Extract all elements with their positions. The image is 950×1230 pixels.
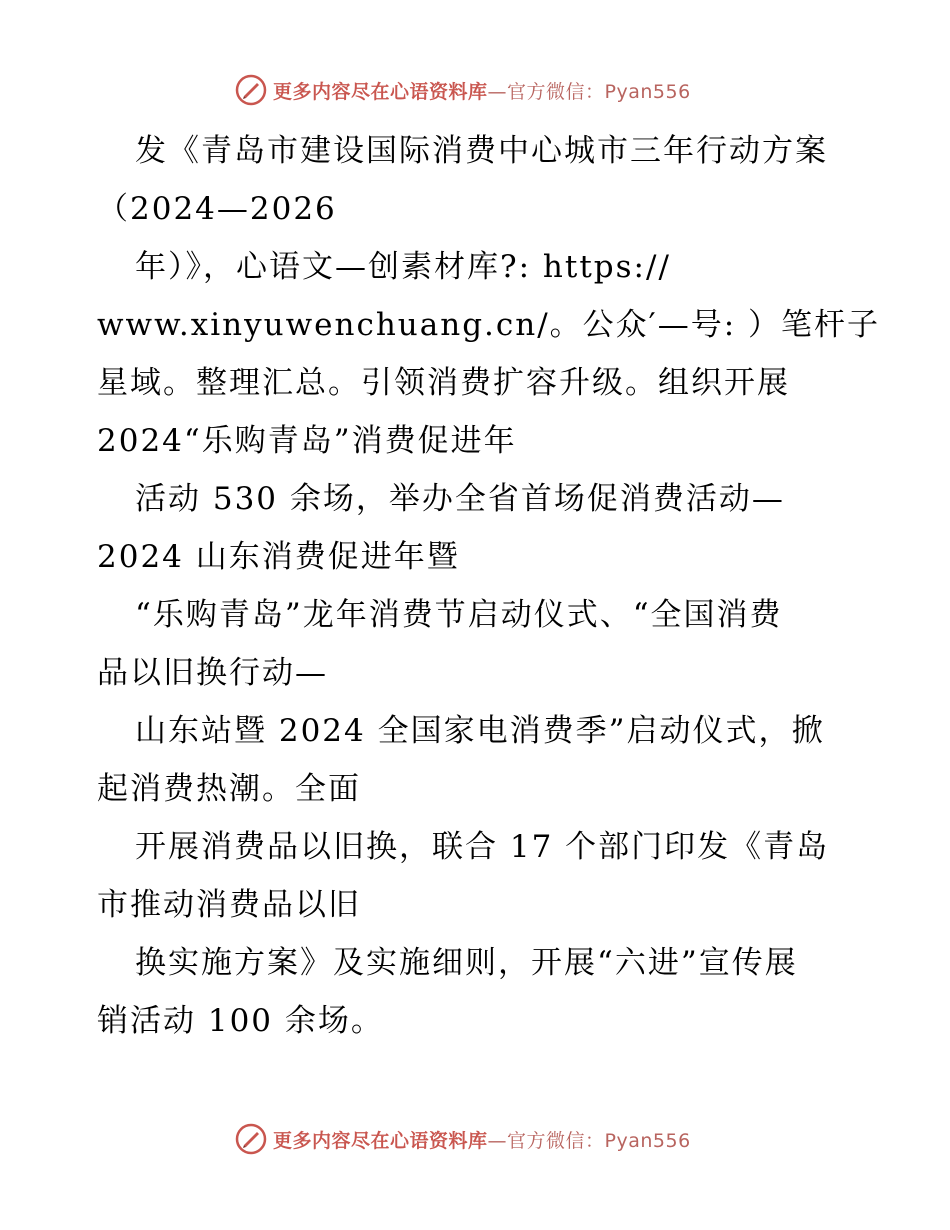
- footer-wechat: —官方微信：Pyan556: [487, 1129, 691, 1152]
- quill-logo-icon: [235, 74, 267, 106]
- quill-logo-icon: [235, 1123, 267, 1155]
- text-line: 星域。整理汇总。引领消费扩容升级。组织开展: [97, 365, 790, 401]
- header-banner: [235, 72, 691, 108]
- text-line: 品以旧换行动—: [97, 655, 328, 691]
- text-line: 发《青岛市建设国际消费中心城市三年行动方案: [135, 133, 828, 169]
- text-line: 开展消费品以旧换，联合 17 个部门印发《青岛: [135, 829, 830, 865]
- text-line: 山东站暨 2024 全国家电消费季”启动仪式，掀: [135, 713, 825, 749]
- text-line: （2024—2026: [97, 191, 337, 227]
- footer-title: 更多内容尽在心语资料库: [273, 1129, 488, 1152]
- text-line: 市推动消费品以旧: [97, 887, 361, 923]
- header-title: 更多内容尽在心语资料库: [273, 80, 488, 103]
- text-line: 活动 530 余场，举办全省首场促消费活动—: [135, 481, 785, 517]
- text-line: 起消费热潮。全面: [97, 771, 361, 807]
- footer-banner: [235, 1121, 691, 1157]
- text-line: 2024 山东消费促进年暨: [97, 539, 460, 575]
- text-line: 年）》，心语文—创素材库?: https://: [135, 249, 671, 285]
- text-line: 换实施方案》及实施细则，开展“六进”宣传展: [135, 945, 798, 981]
- text-line: 2024“乐购青岛”消费促进年: [97, 423, 517, 459]
- text-line: “乐购青岛”龙年消费节启动仪式、“全国消费: [135, 597, 783, 633]
- text-line: www.xinyuwenchuang.cn/。公众′—号: ）笔杆子: [97, 307, 881, 343]
- text-line: 销活动 100 余场。: [97, 1003, 384, 1039]
- header-wechat: —官方微信：Pyan556: [487, 80, 691, 103]
